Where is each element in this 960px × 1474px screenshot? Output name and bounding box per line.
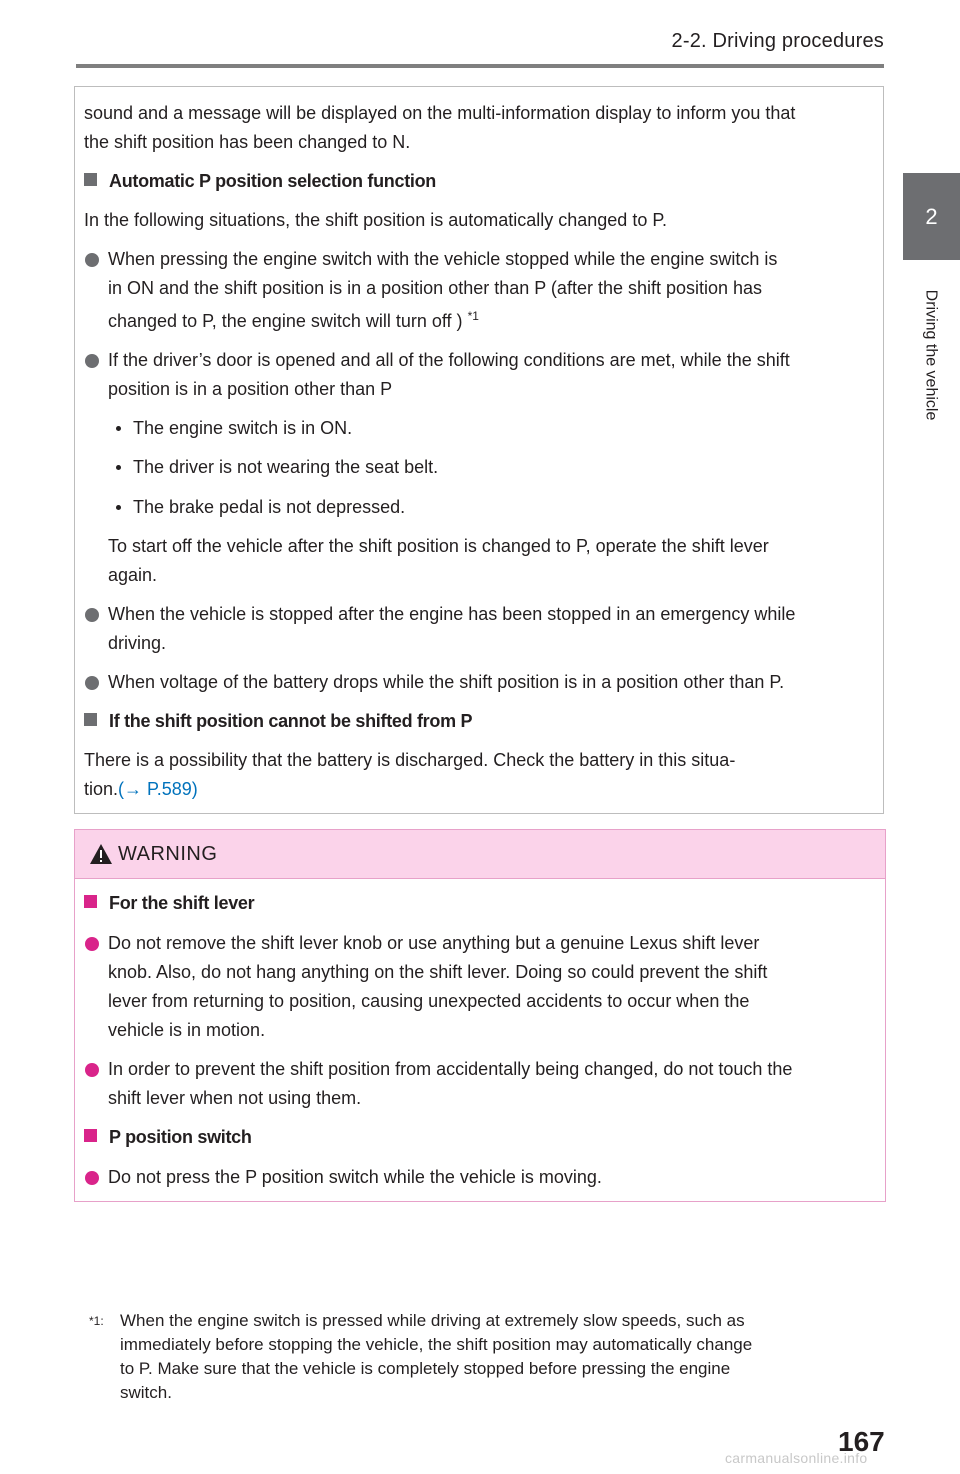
footnote-line: to P. Make sure that the vehicle is completely stopped before pressing the engine [120,1359,731,1378]
body-text: There is a possibility that the battery is discharged. Check the battery in this situa- [84,750,736,770]
warning-item: lever from returning to position, causing unexpected accidents to occur when the [108,991,750,1011]
circle-bullet-icon [85,354,99,368]
section-title: 2-2. Driving procedures [671,30,884,52]
footnote-mark: *1: [89,1314,104,1328]
circle-bullet-icon [85,1171,99,1185]
sub-list-item: The driver is not wearing the seat belt. [133,457,439,477]
heading-text: Automatic P position selection function [109,171,436,191]
footnote-line: immediately before stopping the vehicle, the shift position may automatically change [120,1335,753,1354]
sub-list-item: The engine switch is in ON. [133,418,353,438]
list-text: again. [108,565,158,585]
warning-item: vehicle is in motion. [108,1020,266,1040]
footnote-ref: *1 [467,309,479,323]
intro-line: sound and a message will be displayed on the multi-information display to inform you that [84,103,796,123]
page-number: 167 [838,1426,885,1457]
footnote-line: When the engine switch is pressed while driving at extremely slow speeds, such as [120,1311,745,1330]
body-text [84,775,198,804]
heading-text: If the shift position cannot be shifted from P [109,711,473,731]
list-item: When the vehicle is stopped after the engine has been stopped in an emergency while [108,604,796,624]
square-bullet-icon [84,713,97,726]
watermark: carmanualsonline.info [725,1450,868,1466]
cannot-shift-heading [84,707,472,736]
square-bullet-icon [84,895,97,908]
header-rule [76,64,884,68]
square-bullet-icon [84,173,97,186]
bullet-icon [116,426,121,431]
warning-item: Do not remove the shift lever knob or use anything but a genuine Lexus shift lever [108,933,760,953]
warning-item: Do not press the P position switch while the vehicle is moving. [108,1167,602,1187]
list-text: To start off the vehicle after the shift position is changed to P, operate the shift lever [108,536,769,556]
square-bullet-icon [84,1129,97,1142]
list-text: changed to P, the engine switch will turn off ) [108,311,463,331]
bullet-icon [116,465,121,470]
auto-p-intro: In the following situations, the shift position is automatically changed to P. [84,210,668,230]
page-reference-link[interactable]: (→ P.589) [118,779,198,799]
list-item [108,307,479,336]
warning-item: knob. Also, do not hang anything on the shift lever. Doing so could prevent the shift [108,962,768,982]
chapter-label [895,272,960,437]
chapter-tab[interactable] [903,173,960,260]
heading-text: P position switch [109,1127,252,1147]
sub-list-item: The brake pedal is not depressed. [133,497,406,517]
list-item: driving. [108,633,167,653]
intro-line: the shift position has been changed to N. [84,132,411,152]
footnote-line: switch. [120,1383,172,1402]
p-switch-heading [84,1123,252,1152]
circle-bullet-icon [85,937,99,951]
list-item: If the driver’s door is opened and all of the following conditions are met, while the shift [108,350,790,370]
chapter-label-text: Driving the vehicle [922,289,940,420]
bullet-icon [116,505,121,510]
list-item: When pressing the engine switch with the vehicle stopped while the engine switch is [108,249,778,269]
heading-text: For the shift lever [109,893,255,913]
body-text-part: tion. [84,779,119,799]
auto-p-heading [84,167,436,196]
list-item: in ON and the shift position is in a position other than P (after the shift position has [108,278,763,298]
warning-triangle-icon [89,843,113,865]
list-item: When voltage of the battery drops while the shift position is in a position other than P. [108,672,785,692]
circle-bullet-icon [85,608,99,622]
warning-item: In order to prevent the shift position from accidentally being changed, do not touch the [108,1059,793,1079]
warning-item: shift lever when not using them. [108,1088,362,1108]
circle-bullet-icon [85,1063,99,1077]
shift-lever-heading [84,889,254,918]
list-item: position is in a position other than P [108,379,393,399]
chapter-number: 2 [925,203,938,229]
circle-bullet-icon [85,676,99,690]
circle-bullet-icon [85,253,99,267]
warning-title: WARNING [118,843,218,865]
